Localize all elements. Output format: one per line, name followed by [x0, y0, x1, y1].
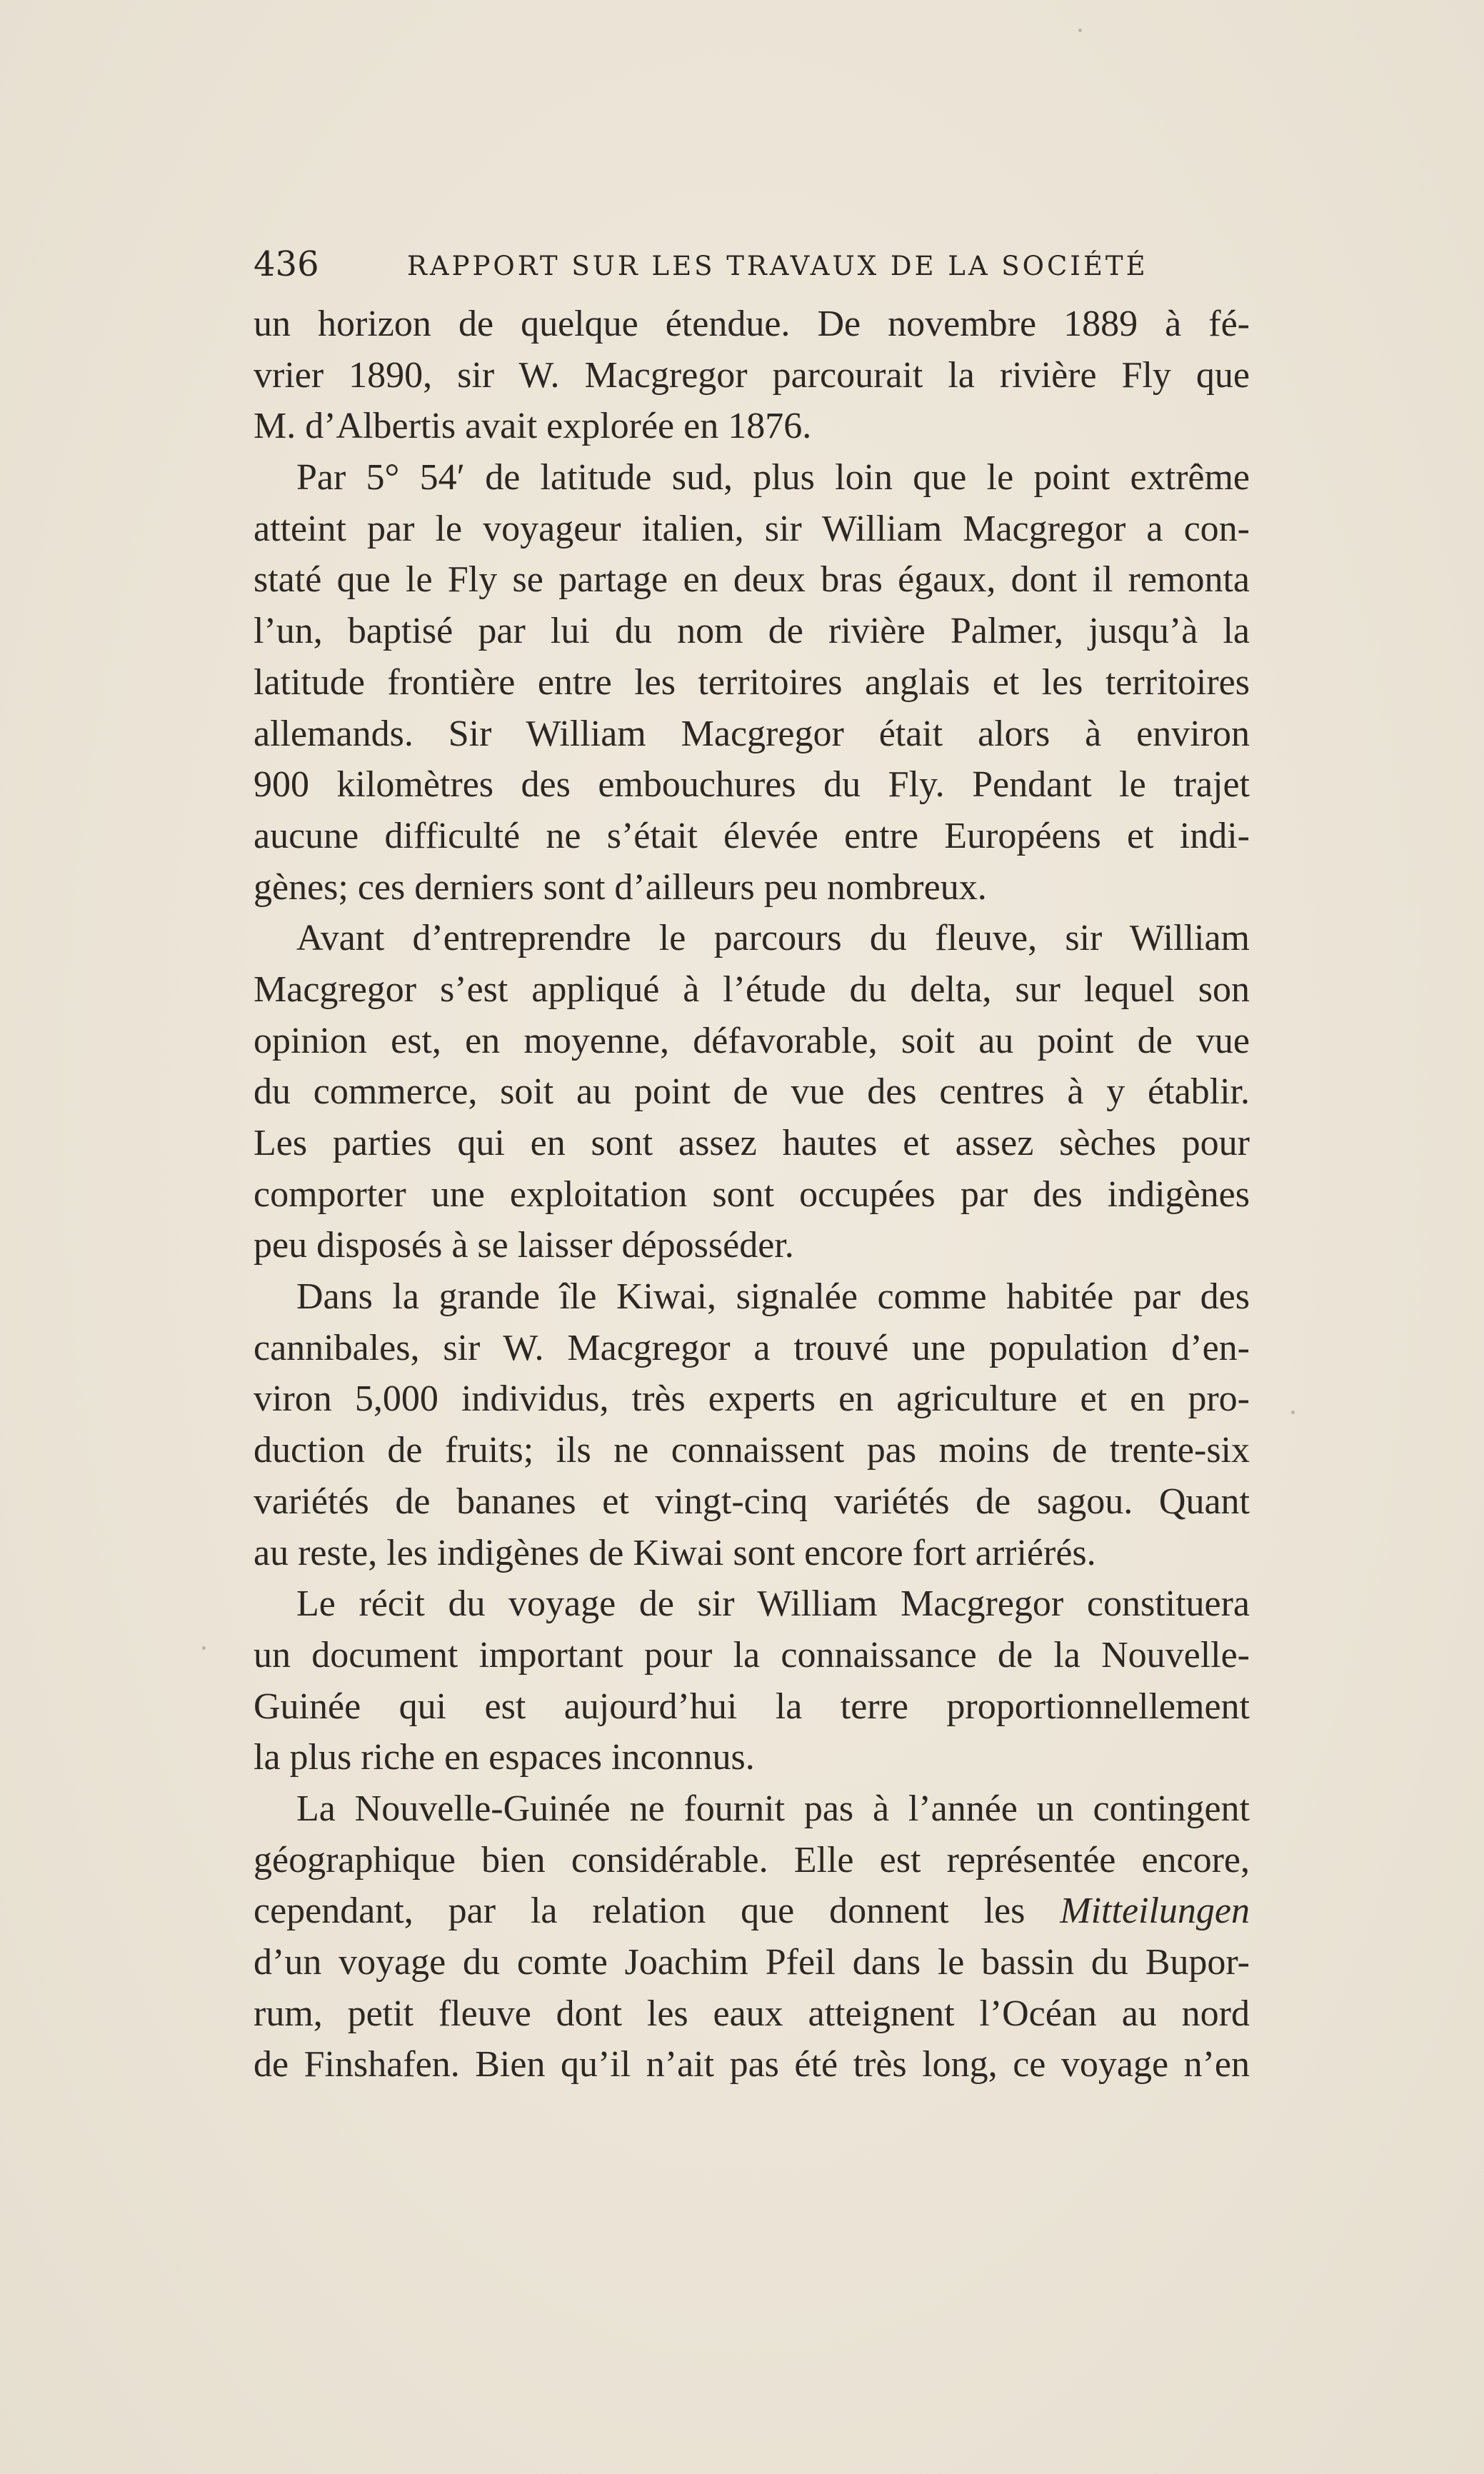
paragraph-first-line: Avant d’entreprendre le parcours du fleuve, sir William: [296, 918, 1250, 959]
text-line: de Finshafen. Bien qu’il n’ait pas été très long, ce voyage n’en: [254, 2044, 1250, 2085]
text-line: Macgregor s’est appliqué à l’étude du delta, sur lequel son: [254, 968, 1250, 1010]
text-line: M. d’Albertis avait explorée en 1876.: [254, 406, 812, 447]
text-line: Guinée qui est aujourd’hui la terre proportionnellement: [254, 1686, 1250, 1727]
paragraph-first-line: Par 5° 54′ de latitude sud, plus loin que le point extrême: [296, 457, 1250, 499]
speck-mark: [1078, 29, 1082, 32]
text-line-with-italic: [254, 1885, 1250, 1937]
text-line: vrier 1890, sir W. Macgregor parcourait la rivière Fly que: [254, 354, 1250, 396]
speck-mark: [202, 1646, 206, 1650]
text-line: un document important pour la connaissance de la Nouvelle-: [254, 1634, 1250, 1676]
text-line: duction de fruits; ils ne connaissent pas moins de trente-six: [254, 1430, 1250, 1471]
text-line: rum, petit fleuve dont les eaux atteignent l’Océan au nord: [254, 1993, 1250, 2034]
paragraph-first-line: Le récit du voyage de sir William Macgregor constituera: [296, 1583, 1250, 1625]
text-line: d’un voyage du comte Joachim Pfeil dans le bassin du Bupor-: [254, 1942, 1250, 1983]
text-line: allemands. Sir William Macgregor était alors à environ: [254, 713, 1250, 754]
text-line: du commerce, soit au point de vue des centres à y établir.: [254, 1071, 1250, 1113]
text-line: peu disposés à se laisser déposséder.: [254, 1225, 794, 1266]
running-head: RAPPORT SUR LES TRAVAUX DE LA SOCIÉTÉ: [407, 251, 1148, 281]
text-line: au reste, les indigènes de Kiwai sont encore fort arriérés.: [254, 1532, 1096, 1573]
text-line: la plus riche en espaces inconnus.: [254, 1737, 755, 1778]
text-line: gènes; ces derniers sont d’ailleurs peu nombreux.: [254, 866, 987, 908]
text-line: atteint par le voyageur italien, sir William Macgregor a con-: [254, 508, 1250, 549]
text-line: Les parties qui en sont assez hautes et assez sèches pour: [254, 1123, 1250, 1163]
paragraph-first-line: La Nouvelle-Guinée ne fournit pas à l’année un contingent: [296, 1788, 1250, 1829]
text-line: opinion est, en moyenne, défavorable, soit au point de vue: [254, 1020, 1250, 1061]
text-line: aucune difficulté ne s’était élevée entre Européens et indi-: [254, 815, 1250, 856]
text-segment: cependant, par la relation que donnent les: [254, 1890, 1061, 1932]
text-line: staté que le Fly se partage en deux bras égaux, dont il remonta: [254, 559, 1250, 601]
text-line: variétés de bananes et vingt-cinq variétés de sagou. Quant: [254, 1481, 1250, 1522]
paragraph-first-line: Dans la grande île Kiwai, signalée comme habitée par des: [296, 1276, 1250, 1318]
text-line: latitude frontière entre les territoires anglais et les territoires: [254, 661, 1250, 703]
speck-mark: [1291, 1411, 1295, 1414]
text-line: viron 5,000 individus, très experts en agriculture et en pro-: [254, 1378, 1250, 1420]
text-line: un horizon de quelque étendue. De novembre 1889 à fé-: [254, 304, 1250, 344]
page-header: [254, 243, 1250, 286]
text-line: l’un, baptisé par lui du nom de rivière Palmer, jusqu’à la: [254, 611, 1250, 652]
body-text: [254, 299, 1250, 2090]
text-line: cannibales, sir W. Macgregor a trouvé une population d’en-: [254, 1327, 1250, 1368]
page-number: 436: [254, 244, 319, 284]
italic-title: Mitteilungen: [1060, 1890, 1250, 1932]
text-line: comporter une exploitation sont occupées par des indigènes: [254, 1173, 1250, 1215]
text-line: 900 kilomètres des embouchures du Fly. Pendant le trajet: [254, 764, 1250, 806]
text-line: géographique bien considérable. Elle est représentée encore,: [254, 1839, 1250, 1880]
